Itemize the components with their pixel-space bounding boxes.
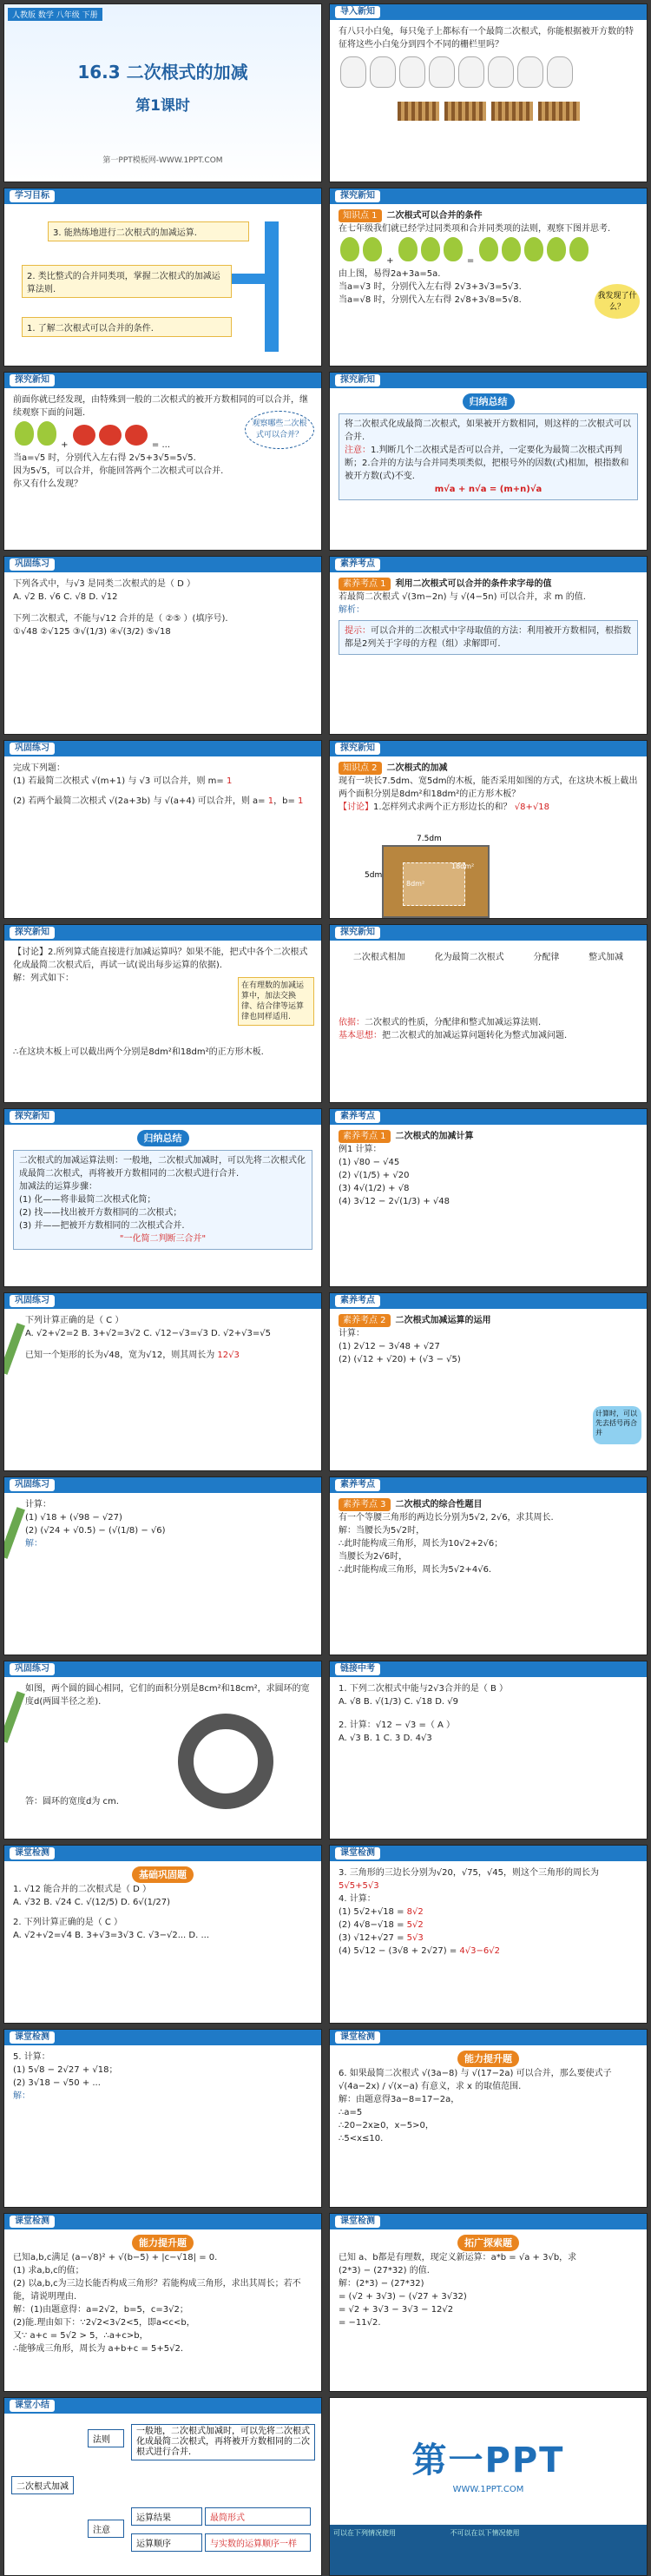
rabbit-icon [399,56,425,88]
step-2: (2) 找——找出被开方数相同的二次根式； [19,1208,182,1218]
goal-1: 1. 了解二次根式可以合并的条件. [22,317,232,337]
thought-bubble: 我发现了什么？ [595,284,640,319]
problem-1: (1) 5√8 − 2√27 + √18； [13,2065,118,2075]
step-1: (1) 化——将非最简二次根式化简； [19,1195,156,1205]
example-title: 利用二次根式可以合并的条件求字母的值 [395,579,552,589]
section-label: 导入新知 [335,6,380,18]
exam-opts1: A. √8 B. √(1/3) C. √18 D. √9 [339,1697,459,1707]
section-label: 巩固练习 [10,1295,55,1307]
problem-4: (4) 3√12 − 2√(1/3) + √48 [339,1197,450,1206]
slide-example-1 [329,556,648,735]
answer-2: (2)能.理由如下：∵2√2<3√2<5，即a<c<b， [13,2318,195,2328]
solution-label: 解： [25,1539,43,1549]
textbook-tag: 人教版 数学 八年级 下册 [8,8,102,21]
slide-check-1 [3,1845,322,2024]
section-label: 探究新知 [10,1111,55,1123]
slide-goals [3,188,322,367]
level-banner: 能力提升题 [132,2235,194,2251]
flow-step-1: 二次根式相加 [352,953,405,962]
slide-practice-5 [3,1661,322,1840]
solution-start: 解：当腰长为5√2时， [339,1526,425,1536]
slide-check-2 [329,1845,648,2024]
level-banner: 能力提升题 [457,2051,519,2067]
summary-rule: 将二次根式化成最简二次根式，如果被开方数相同，则这样的二次根式可以合并. [345,419,631,442]
slide-summary-2 [3,1108,322,1287]
question-2: 已知一个矩形的长为√48，宽为√12，则其周长为 [25,1351,215,1360]
example-header: 计算： [339,1329,365,1338]
fence-icon [538,102,580,121]
slide-kp1 [329,188,648,367]
check-q2: 2. 下列计算正确的是（ C ） [13,1918,123,1927]
tip-text: 可以合并的二次根式中字母取值的方法：利用被开方数相同，根指数都是2列关于字母的方程（组）求解即可. [345,626,631,649]
solve-label: 解：列式如下： [13,974,74,983]
slide-title [3,3,322,182]
flow-step-4: 整式加减 [589,953,624,962]
step-1: ∴a=5 [339,2108,363,2117]
board-length: 7.5dm [417,835,442,843]
step-3: ∴5<x≤10. [339,2134,384,2143]
calc-4: (4) 5√12 − (3√8 + 2√27) = [339,1946,457,1956]
kp-text: 在七年级我们就已经学过同类项和合并同类项的法则，观察下图并思考. [339,224,611,234]
check-a3: 5√5+5√3 [339,1881,379,1891]
footer-right: 不可以在以下情况使用 [450,2529,520,2537]
pear-icon [363,237,382,261]
options-2: ①√48 ②√125 ③√(1/3) ④√(3/2) ⑤√18 [13,627,171,637]
section-label: 课堂检测 [10,1847,55,1859]
section-label: 素养考点 [335,1111,380,1123]
answer-3: = −11√2. [339,2318,381,2328]
section-label: 链接中考 [335,1663,380,1675]
problem-1: (1) √80 − √45 [339,1158,400,1167]
sub-question-2: (2) 以a,b,c为三边长能否构成三角形？若能构成三角形，求出其周长；若不能，请说明理由. [13,2279,301,2302]
slide-explore-apples [3,372,322,551]
practice-q1: (1) 若最简二次根式 √(m+1) 与 √3 可以合并，则 m= [13,776,224,786]
slide-check-6 [329,2213,648,2392]
pear-icon [15,421,34,446]
example-header: 例1 计算： [339,1145,382,1154]
board-width: 5dm [365,871,383,880]
example-question: 若最简二次根式 √(3m−2n) 与 √(4−5n) 可以合并，求 m 的值. [339,592,586,602]
case-3: ∴此时能构成三角形，周长为5√2+4√6. [339,1565,492,1575]
pear-icon [421,237,440,261]
knowledge-point-badge: 知识点 1 [339,209,382,222]
check-question: 6. 如果最简二次根式 √(3a−8) 与 √(17−2a) 可以合并，那么要使式子 √(4a−2x) / √(x−a) 有意义，求 x 的取值范围. [339,2069,612,2091]
apple-icon [73,425,95,446]
slide-summary-1 [329,372,648,551]
pear-row: + = [339,235,638,268]
case-1: ∴此时能构成三角形，周长为10√2+2√6； [339,1539,503,1549]
motto: "一化简二判断三合并" [119,1234,207,1244]
example-badge: 素养考点 2 [339,1314,391,1327]
flow-step-2: 化为最简二次根式 [434,953,504,962]
section-label: 课堂检测 [335,2031,380,2044]
calc-1: (1) 5√2+√18 = [339,1907,404,1917]
pear-icon [502,237,521,261]
section-label: 探究新知 [335,927,380,939]
exam-q2: 2. 计算：√12 − √3 =（ A ） [339,1721,456,1730]
level-banner: 拓广探索题 [457,2235,519,2251]
pear-icon [569,237,589,261]
slide-brand [329,2397,648,2576]
basis-text: 二次根式的性质，分配律和整式加减运算法则. [365,1018,542,1027]
rule-text: 一般地，二次根式加减时，可以先将二次根式化成最简二次根式，再将被开方数相同的二次根式进行合并. [131,2424,315,2460]
problem-2: (2) 3√18 − √50 + ... [13,2078,101,2088]
level-banner: 基础巩固题 [132,1866,194,1883]
case-2: 当腰长为2√6时， [339,1552,408,1562]
section-label: 巩固练习 [10,743,55,755]
practice-q2: (2) 若两个最简二次根式 √(2a+3b) 与 √(a+4) 可以合并，则 a= [13,796,266,806]
lesson-title: 16.3 二次根式的加减 [77,62,248,83]
result-value: 最简形式 [205,2507,311,2526]
slide-explore-discuss [3,924,322,1103]
section-label: 课堂检测 [10,2031,55,2044]
options-1: A. √2+√2=2 B. 3+√2=3√2 C. √12−√3=√3 D. √2+√3=√5 [25,1329,271,1338]
slide-kp2 [329,740,648,919]
calc-3: (3) √12+√27 = [339,1933,404,1943]
explore-line-1: 当a=√5 时，分别代入左右得 2√5+3√5=5√5. [13,453,196,463]
question-1: 下列各式中，与√3 是同类二次根式的是（ D ） [13,579,195,589]
calc-2: (2) 4√8−√18 = [339,1920,404,1930]
kp-line-3: 当a=√8 时，分别代入左右得 2√8+3√8=5√8. [339,295,522,305]
check-question-2: (2*3) − (27*32) 的值. [339,2266,430,2275]
section-label: 巩固练习 [10,1663,55,1675]
answer-2: = √2 + 3√3 − 3√3 − 12√2 [339,2305,454,2315]
conclusion: ∴在这块木板上可以截出两个分别是8dm²和18dm²的正方形木板. [13,1047,264,1057]
section-label: 课堂检测 [335,1847,380,1859]
slide-practice-4 [3,1476,322,1655]
method-label: 基本思想： [339,1031,382,1040]
note-text: 1.判断几个二次根式是否可以合并，一定要化为最简二次根式再判断；2.合并的方法与合并同类项类似，把根号外的因数(式)相加，根指数和被开方数(式)不变. [345,446,629,481]
aside-note: 在有理数的加减运算中，加法交换律、结合律等运算律也同样适用. [238,977,314,1026]
goal-3: 3. 能熟练地进行二次根式的加减运算. [48,221,249,241]
section-label: 课堂检测 [335,2216,380,2228]
check-q3: 3. 三角形的三边长分别为√20，√75，√45，则这个三角形的周长为 [339,1868,600,1878]
sub-question-1: (1) 求a,b,c的值； [13,2266,84,2275]
flow-step-3: 分配律 [533,953,560,962]
answer-unit: cm. [102,1797,119,1807]
slide-practice-2: 巩固练习 完成下列题： (1) 若最简二次根式 √(m+1) 与 √3 可以合并，则 m= 1 (2) 若两个最简二次根式 √(2a+3b) 与 √(a+4) 可以合并，则 a= 1，b= 1 [3,740,322,919]
rabbit-icon [488,56,514,88]
summary-rule: 二次根式的加减运算法则：一般地，二次根式加减时，可以先将二次根式化成最简二次根式，再将被开方数相同的二次根式进行合并. [19,1156,306,1179]
solution-start: 解：由题意得3a−8=17−2a， [339,2095,460,2104]
exam-q1: 1. 下列二次根式中能与2√3合并的是（ B ） [339,1684,509,1694]
problem-2: (2) (√12 + √20) + (√3 − √5) [339,1355,461,1364]
section-label: 课堂检测 [10,2216,55,2228]
answer-0: 解：(2*3) − (27*32) [339,2279,424,2289]
board-figure [382,845,490,918]
fence-icon [491,102,533,121]
section-label: 课堂小结 [10,2400,55,2412]
kp2-text: 现有一块长7.5dm、宽5dm的木板，能否采用如图的方式，在这块木板上截出两个面积分别是8dm²和18dm²的正方形木板？ [339,776,638,799]
rabbit-row [339,55,638,94]
steps-label: 加减法的运算步骤： [19,1182,97,1192]
slide-exam [329,1661,648,1840]
knowledge-point-title: 二次根式的加减 [386,763,448,773]
pear-icon [547,237,566,261]
section-label: 探究新知 [335,743,380,755]
discuss-text: 1.怎样列式求两个正方形边长的和？ [373,803,512,812]
answer-4: ∴能够成三角形，周长为 a+b+c = 5+5√2. [13,2344,184,2354]
check-q1: 1. √12 能合并的二次根式是（ D ） [13,1885,152,1894]
apple-icon [125,425,148,446]
rabbit-icon [370,56,396,88]
slide-practice-3 [3,1292,322,1471]
question-1: 下列计算正确的是（ C ） [25,1316,124,1325]
footer-left: 可以在下列情况使用 [333,2529,396,2537]
summary-center: 二次根式加减 [11,2476,74,2494]
pear-icon [524,237,543,261]
question-2: 下列二次根式，不能与√12 合并的是（ ②⑤ ）(填序号). [13,614,228,624]
check-question: 已知a,b,c满足 (a−√8)² + √(b−5) + |c−√18| = 0. [13,2253,218,2262]
example-badge: 素养考点 1 [339,578,391,591]
check-q4: 4. 计算： [339,1894,376,1904]
solution-label: 解： [13,2091,30,2101]
pear-icon [37,421,56,446]
stair-decoration [265,221,279,352]
summary-banner: 归纳总结 [137,1130,189,1146]
section-bar [330,4,647,20]
section-label: 探究新知 [10,374,55,386]
note-label: 注意： [345,446,371,455]
kp-line-2: 当a=√3 时，分别代入左右得 2√3+3√3=5√3. [339,282,522,292]
fence-icon [398,102,439,121]
section-label: 巩固练习 [10,558,55,571]
fence-icon [444,102,486,121]
problem-3: (3) 4√(1/2) + √8 [339,1184,410,1193]
method-text: 把二次根式的加减运算问题转化为整式加减问题. [382,1031,568,1040]
calc-2-answer: 5√2 [406,1920,424,1930]
practice-q2b: b= [282,796,295,806]
section-label: 学习目标 [10,190,55,202]
rabbit-icon [458,56,484,88]
step-3: (3) 并——把被开方数相同的二次根式合并. [19,1221,185,1231]
ring-figure [178,1714,273,1809]
slide-check-5 [3,2213,322,2392]
discuss-label: 【讨论】 [339,803,373,812]
fruit-row: + = ... [13,419,312,452]
problem-2: (2) √(1/5) + √20 [339,1171,410,1180]
section-label: 探究新知 [335,190,380,202]
example-title: 二次根式的加减计算 [395,1132,474,1141]
kp-line-1: 由上图，易得2a+3a=5a. [339,269,441,279]
slide-check-3 [3,2029,322,2208]
calc-1-answer: 8√2 [406,1907,424,1917]
calc-4-answer: 4√3−6√2 [459,1946,500,1956]
calc-3-answer: 5√3 [406,1933,424,1943]
section-label: 巩固练习 [10,1479,55,1491]
practice-a1: 1 [226,776,233,786]
note-label: 注意 [88,2520,124,2538]
slide-summary-final [3,2397,322,2576]
knowledge-point-title: 二次根式可以合并的条件 [386,211,483,221]
step-2: ∴20−2x≥0，x−5>0， [339,2121,434,2130]
knowledge-point-badge: 知识点 2 [339,762,382,775]
problem-2: (2) (√24 + √0.5) − (√(1/8) − √6) [25,1526,166,1536]
section-label: 探究新知 [335,374,380,386]
pear-icon [398,237,418,261]
practice-a2a: 1 [267,796,274,806]
answer-3: 又∵ a+c = 5√2 > 5，∴a+c>b， [13,2331,148,2341]
section-label: 素养考点 [335,1479,380,1491]
footer-credit: 第一PPT模板网-WWW.1PPT.COM [102,156,223,165]
example-title: 二次根式的综合性题目 [395,1500,483,1509]
slide-example-4 [329,1476,648,1655]
pear-icon [340,237,359,261]
discuss-result: √8+√18 [514,803,549,812]
check-opts1: A. √32 B. √24 C. √(12/5) D. 6√(1/27) [13,1898,170,1907]
explore-text: 前面你就已经发现，由特殊到一般的二次根式的被开方数相同的可以合并，继续观察下面的问题. [13,395,308,418]
example-badge: 素养考点 1 [339,1130,391,1143]
result-label: 运算结果 [131,2507,202,2526]
pear-icon [444,237,463,261]
merge-formula: m√a + n√a = (m+n)√a [434,485,542,494]
exam-opts2: A. √3 B. 1 C. 3 D. 4√3 [339,1734,432,1743]
tip-label: 提示： [345,626,371,636]
brand-logo: 第一PPT [411,2441,565,2480]
section-label: 探究新知 [10,927,55,939]
example-badge: 素养考点 3 [339,1498,391,1511]
slide-example-3 [329,1292,648,1471]
check-header: 5. 计算： [13,2052,50,2062]
example-title: 二次根式加减运算的运用 [395,1316,491,1325]
slide-practice-1 [3,556,322,735]
thought-bubble: 观察哪些二次根式可以合并？ [245,411,314,449]
practice-question: 如图，两个圆的圆心相同，它们的面积分别是8cm²和18cm²，求圆环的宽度d(两圆半径之差). [25,1684,310,1707]
answer-1: 解：(1)由题意得：a=2√2，b=5，c=3√2； [13,2305,188,2315]
rabbit-icon [547,56,573,88]
summary-banner: 归纳总结 [463,393,515,410]
rabbit-icon [517,56,543,88]
section-label: 素养考点 [335,1295,380,1307]
brand-url: WWW.1PPT.COM [452,2485,524,2494]
rule-label: 法则 [88,2429,124,2447]
apple-icon [99,425,122,446]
example-question: 有一个等腰三角形的两边长分别为5√2, 2√6，求其周长. [339,1513,554,1522]
intro-text: 有八只小白兔，每只兔子上都标有一个最简二次根式，你能根据被开方数的特征将这些小白兔分到四个不同的栅栏里吗？ [339,27,634,50]
slide-check-4 [329,2029,648,2208]
explore-line-2: 因为5√5，可以合并，你能回答两个二次根式可以合并. [13,466,224,476]
explore-line-3: 你又有什么发现？ [13,479,82,489]
brand-footer [330,2525,647,2575]
rabbit-icon [340,56,366,88]
solution-label: 解析： [339,605,365,615]
answer-2: 12√3 [217,1351,240,1360]
lesson-subtitle: 第1课时 [135,97,190,115]
fence-row [339,99,638,128]
goal-2: 2. 类比整式的合并同类项，掌握二次根式的加减运算法则. [22,265,232,298]
problem-1: (1) √18 + (√98 − √27) [25,1513,122,1522]
rabbit-icon [429,56,455,88]
check-question: 已知 a、b都是有理数，现定义新运算：a*b = √a + 3√b，求 [339,2253,577,2262]
pear-icon [479,237,498,261]
practice-a2b: 1 [298,796,304,806]
answer-text: 答：圆环的宽度d为 [25,1797,101,1807]
section-label: 素养考点 [335,558,380,571]
order-label: 运算顺序 [131,2533,202,2552]
answer-1: = (√2 + 3√3) − (√27 + 3√32) [339,2292,467,2302]
practice-header: 计算： [25,1500,51,1509]
slide-example-2 [329,1108,648,1287]
slide-intro [329,3,648,182]
problem-1: (1) 2√12 − 3√48 + √27 [339,1342,440,1351]
hint-bubble: 计算时，可以先去括号再合并 [593,1406,641,1444]
options-1: A. √2 B. √6 C. √8 D. √12 [13,592,118,602]
area-8: 8dm² [406,880,425,888]
basis-label: 依据： [339,1018,365,1027]
order-value: 与实数的运算顺序一样 [205,2533,311,2552]
slide-explore-flow [329,924,648,1103]
practice-intro: 完成下列题： [13,763,65,773]
area-18: 18dm² [451,862,475,870]
discuss-text: 【讨论】2.所列算式能直接进行加减运算吗？如果不能，把式中各个二次根式化成最简二次根式后，再试一试(说出每步运算的依据). [13,948,308,970]
check-opts2: A. √2+√2=√4 B. 3+√3=3√3 C. √3−√2... D. ... [13,1931,210,1940]
flow-labels [339,951,638,964]
